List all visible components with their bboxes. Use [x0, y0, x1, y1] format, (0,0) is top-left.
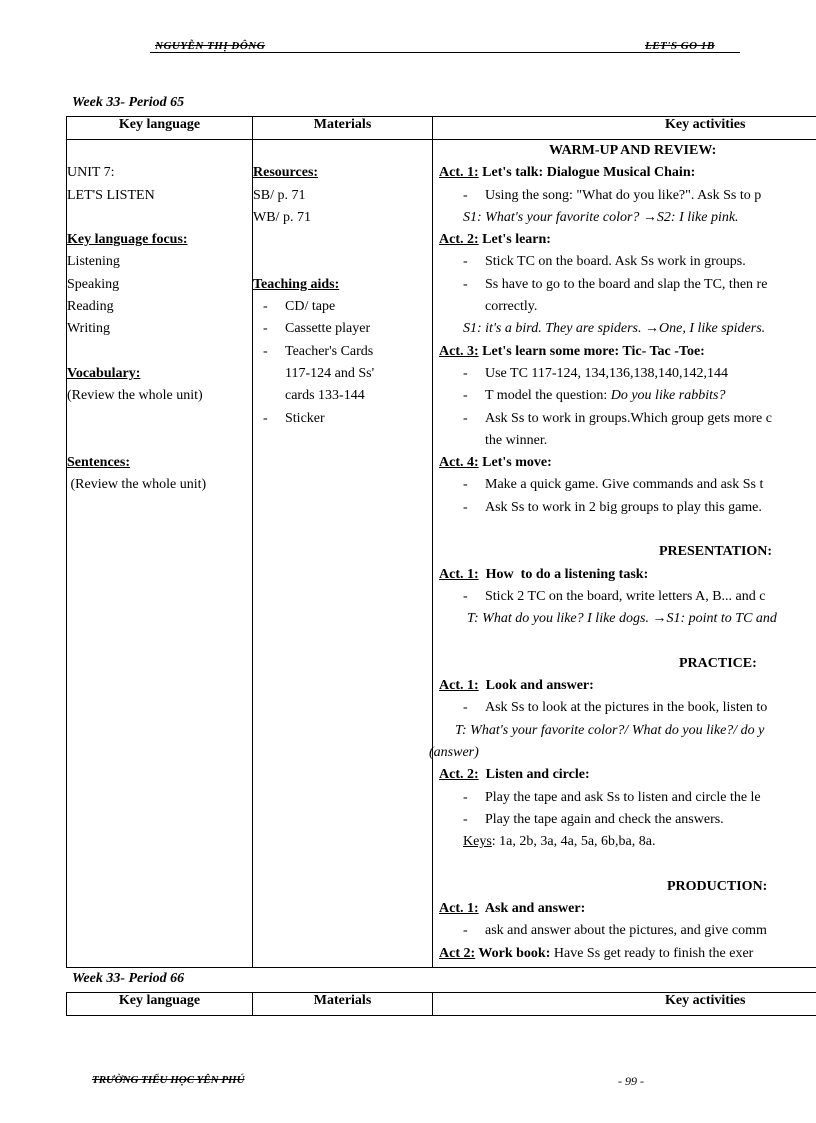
act-title: Work book:	[475, 945, 551, 961]
col-key-language: Key language	[67, 117, 253, 140]
act-bullet: Ask Ss to look at the pictures in the book, listen to	[485, 700, 768, 716]
focus-item: Writing	[67, 321, 110, 337]
act-bullet: Ask Ss to work in 2 big groups to play this game.	[485, 499, 762, 515]
aid-item: Sticker	[285, 410, 325, 426]
teaching-aids-heading: Teaching aids:	[253, 276, 340, 292]
aid-item: Teacher's Cards	[285, 343, 374, 359]
resources-heading: Resources:	[253, 165, 319, 181]
act-bullet: Stick TC on the board. Ask Ss work in groups.	[485, 254, 746, 270]
header-book-title: LET'S GO 1B	[645, 40, 715, 52]
week-period-66-label: Week 33- Period 66	[72, 971, 185, 986]
unit-title: LET'S LISTEN	[67, 187, 155, 203]
act-title: How to do a listening task:	[478, 566, 649, 582]
act-title: Listen and circle:	[478, 767, 590, 783]
aid-item: 117-124 and Ss'	[285, 365, 375, 381]
aid-item: cards 133-144	[285, 388, 365, 404]
materials-cell: Resources: SB/ p. 71 WB/ p. 71 Teaching aids: - CD/ tape - Cassette player - Teacher's Cards 117-124 and Ss' cards 133-144 - Sticker	[253, 140, 433, 968]
activities-cell: WARM-UP AND REVIEW: Act. 1: Let's talk: Dialogue Musical Chain: - Using the song: "What do you like?". Ask Ss to p S1: What's your favorite color? →S2: I like pink. Act. 2: Let's learn: - Stick TC on the board. Ask Ss work in groups. - Ss have to go to the board and slap the TC, then re correctly. S1: it's a bird. They are spiders. →One, I like spiders. Act. 3: Let's learn some more: Tic- Tac -Toe: - Use TC 117-124, 134,136,138,140,142,144 - T model the question: Do you like rabbits? - Ask Ss to work in groups.Which group gets more c the winner. Act. 4: Let's move: - Make a quick game. Give commands and ask Ss t - Ask Ss to work in 2 big groups to play this game. PRESENTATION: Act. 1: How to do a listening task: - Stick 2 TC on the board, write letters A, B... and c T: What do you like? I like dogs. →S1: point to TC and PRACTICE: Act. 1: Look and answer: - Ask Ss to look at the pictures in the book, listen to T: What's your favorite color?/ What do you like?/ do y (answer) Act. 2: Listen and circle: - Play the tape and ask Ss to listen and circle the le - Play the tape again and check the answers. Keys: 1a, 2b, 3a, 4a, 5a, 6b,ba, 8a. PRODUCTION: Act. 1: Ask and answer: - ask and answer about the pictures, and give comm Act 2: Work book: Have Ss get ready to finish the exer	[433, 140, 816, 968]
vocab-heading: Vocabulary:	[67, 365, 141, 381]
act-example: T: What do you like? I like dogs. →S1: point to TC and	[467, 611, 777, 627]
week-period-65-label: Week 33- Period 65	[72, 95, 185, 110]
act-bullet: Stick 2 TC on the board, write letters A, B... and c	[485, 588, 766, 604]
act-label: Act. 4:	[439, 455, 479, 471]
act-bullet-cont: the winner.	[485, 432, 548, 448]
act-label: Act. 1:	[439, 165, 479, 181]
act-title: Let's learn:	[478, 232, 551, 248]
act-bullet: Play the tape and ask Ss to listen and circle the le	[485, 789, 761, 805]
vocab-text: (Review the whole unit)	[67, 388, 203, 404]
act-example: S1: it's a bird. They are spiders. →One, I like spiders.	[463, 321, 766, 337]
col-key-language: Key language	[67, 993, 253, 1016]
focus-item: Listening	[67, 254, 120, 270]
presentation-heading: PRESENTATION:	[659, 544, 773, 560]
footer-school-name: TRƯỜNG TIỂU HỌC YÊN PHÚ	[92, 1074, 245, 1086]
col-key-activities: Key activities	[433, 117, 816, 140]
act-bullet-cont: correctly.	[485, 299, 538, 315]
act-text: Have Ss get ready to finish the exer	[550, 945, 754, 961]
act-bullet: T model the question:	[485, 388, 611, 404]
act-title: Ask and answer:	[478, 901, 586, 917]
act-title: Look and answer:	[478, 678, 594, 694]
lesson-table-period-65	[66, 116, 816, 968]
lesson-table-period-66	[66, 992, 816, 1016]
col-key-activities: Key activities	[433, 993, 816, 1016]
resource-item: WB/ p. 71	[253, 209, 311, 225]
act-label: Act. 3:	[439, 343, 479, 359]
header-rule	[150, 52, 740, 53]
aid-item: Cassette player	[285, 321, 371, 337]
unit-number: UNIT 7:	[67, 165, 115, 181]
act-bullet: Ask Ss to work in groups.Which group gets more c	[485, 410, 772, 426]
act-label: Act. 2:	[439, 767, 479, 783]
act-label: Act. 2:	[439, 232, 479, 248]
act-bullet: Make a quick game. Give commands and ask Ss t	[485, 477, 764, 493]
act-bullet: Using the song: "What do you like?". Ask Ss to p	[485, 187, 762, 203]
keys-label: Keys	[463, 834, 492, 850]
sentences-text: (Review the whole unit)	[67, 477, 207, 493]
act-bullet: ask and answer about the pictures, and give comm	[485, 923, 767, 939]
model-question: Do you like rabbits?	[610, 388, 726, 404]
act-label: Act. 1:	[439, 678, 479, 694]
act-label: Act. 1:	[439, 566, 479, 582]
sentences-heading: Sentences:	[67, 455, 130, 471]
production-heading: PRODUCTION:	[667, 878, 768, 894]
focus-item: Reading	[67, 299, 114, 315]
act-title: Let's talk: Dialogue Musical Chain:	[478, 165, 696, 181]
act-bullet: Ss have to go to the board and slap the TC, then re	[485, 276, 768, 292]
practice-heading: PRACTICE:	[679, 655, 757, 671]
aid-item: CD/ tape	[285, 299, 336, 315]
act-label: Act. 1:	[439, 901, 479, 917]
focus-item: Speaking	[67, 276, 120, 292]
act-title: Let's move:	[478, 455, 552, 471]
key-language-cell	[67, 140, 253, 968]
page-number: - 99 -	[618, 1074, 644, 1088]
col-materials: Materials	[253, 993, 433, 1016]
act-example: T: What's your favorite color?/ What do you like?/ do y	[455, 722, 765, 738]
act-bullet: Use TC 117-124, 134,136,138,140,142,144	[485, 365, 729, 381]
act-label: Act 2:	[439, 945, 476, 961]
act-bullet: Play the tape again and check the answers.	[485, 811, 724, 827]
col-materials: Materials	[253, 117, 433, 140]
header-teacher-name: NGUYỄN THỊ ĐÔNG	[155, 40, 266, 52]
act-title: Let's learn some more: Tic- Tac -Toe:	[478, 343, 705, 359]
act-example-cont: (answer)	[429, 745, 479, 761]
focus-heading: Key language focus:	[67, 232, 188, 248]
warmup-heading: WARM-UP AND REVIEW:	[549, 143, 717, 158]
keys-values: : 1a, 2b, 3a, 4a, 5a, 6b,ba, 8a.	[491, 834, 656, 850]
resource-item: SB/ p. 71	[253, 187, 306, 203]
act-example: S1: What's your favorite color? →S2: I like pink.	[463, 209, 739, 225]
